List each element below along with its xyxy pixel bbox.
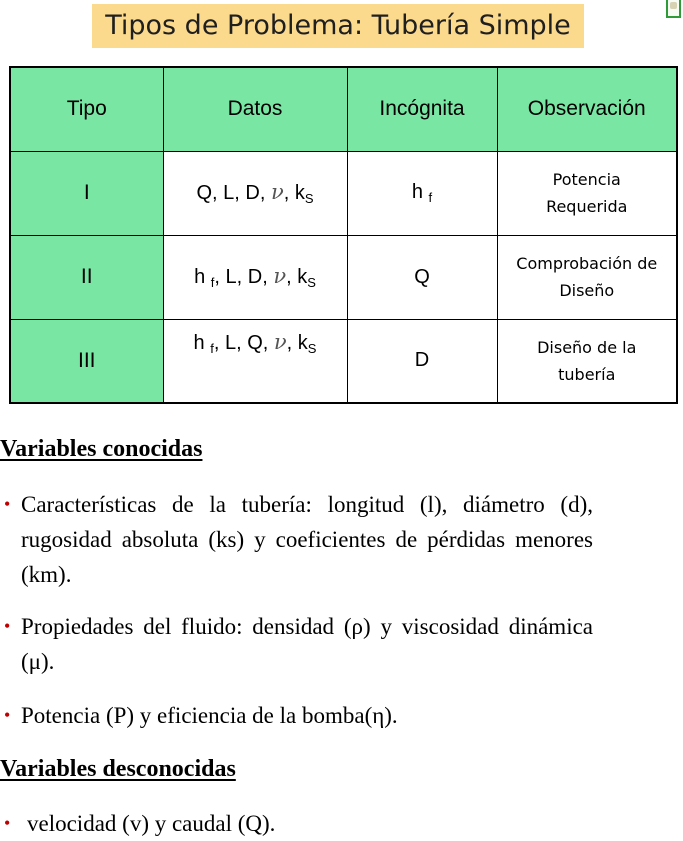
subscript: S [307,340,317,356]
observacion-cell [497,235,677,319]
list-item-text: Propiedades del fluido: densidad (ρ) y viscosidad dinámica (μ). [21,614,593,674]
list-item-text: Potencia (P) y eficiencia de la bomba(η). [21,703,398,728]
subscript: f [428,190,433,205]
observacion-line: Diseño de la [537,337,637,357]
bullet-icon: • [4,616,11,636]
bullet-icon: • [4,705,11,725]
nu-symbol: ν [270,180,284,204]
known-variables-heading: Variables conocidas [0,436,203,462]
list-item-text: Características de la tubería: longitud (l), diámetro (d), rugosidad absoluta (ks) y coeficientes de pérdidas menores (km). [21,492,593,587]
datos-text: , k [286,331,308,354]
datos-cell [163,319,347,403]
list-item [4,806,593,841]
header-datos: Datos [163,67,347,151]
tipo-cell: I [10,151,163,235]
subscript: S [307,275,316,290]
list-item [4,698,593,733]
incognita-cell: Q [347,235,497,319]
list-item [4,487,593,592]
observacion-line: Diseño [559,281,615,300]
list-item [4,609,593,679]
nu-symbol: ν [273,329,287,354]
datos-cell [163,235,347,319]
bullet-icon: • [4,813,11,833]
header-observacion: Observación [497,67,677,151]
problem-types-table [9,66,678,404]
datos-text: Q, L, D, [196,182,271,204]
datos-cell [163,151,347,235]
slide-title: Tipos de Problema: Tubería Simple [92,4,584,48]
tipo-cell: II [10,235,163,319]
bullet-icon: • [4,494,11,514]
datos-text: , k [283,182,305,204]
datos-text: , L, D, [214,266,274,288]
datos-text: h [194,266,206,288]
unknown-variables-heading: Variables desconocidas [0,756,236,782]
list-item-text: velocidad (v) y caudal (Q). [27,811,276,836]
datos-text: , L, Q, [213,331,274,354]
observacion-line: tubería [558,364,616,384]
header-tipo: Tipo [10,67,163,151]
observacion-cell [497,319,677,403]
observacion-line: Potencia [552,170,621,189]
table-row [10,235,677,319]
incognita-text: h [411,181,423,203]
observacion-cell [497,151,677,235]
table-row [10,319,677,403]
table-header-row [10,67,677,151]
incognita-cell [347,151,497,235]
subscript: f [210,340,214,356]
observacion-line: Comprobación de [516,254,658,273]
datos-text: h [193,331,205,354]
subscript: f [210,275,215,290]
document-icon [666,0,681,18]
header-incognita: Incógnita [347,67,497,151]
tipo-cell: III [10,319,163,403]
subscript: S [304,191,314,206]
observacion-line: Requerida [546,197,628,216]
datos-text: , k [286,266,308,288]
nu-symbol: ν [273,264,287,288]
table-row [10,151,677,235]
incognita-cell: D [347,319,497,403]
